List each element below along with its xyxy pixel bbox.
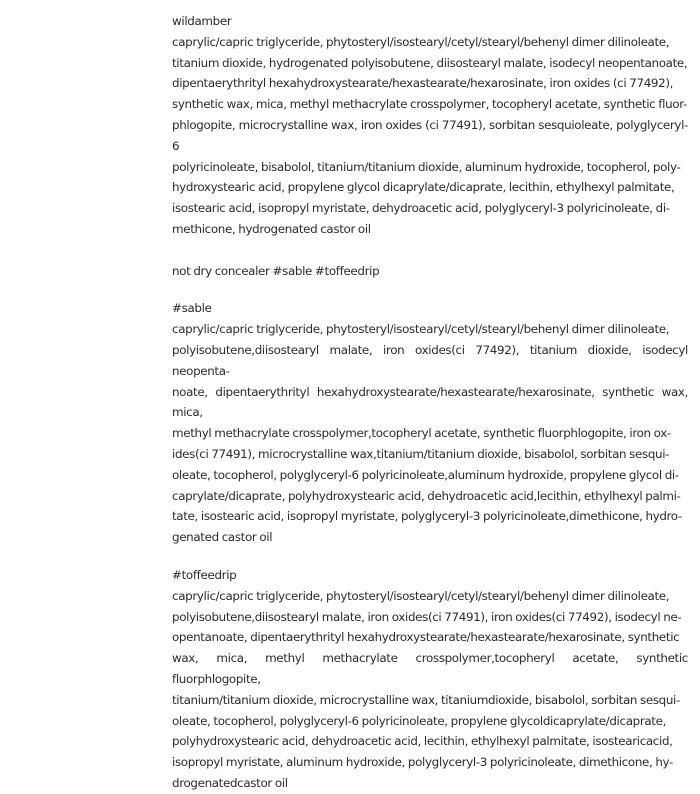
- section-sable: [172, 298, 688, 548]
- ingredients-line: caprylic/capric triglyceride, phytosteryl/isostearyl/cetyl/stearyl/behenyl dimer dilinoleate,: [172, 322, 670, 337]
- section-title: wildamber: [172, 14, 232, 28]
- ingredients-line: genated castor oil: [172, 530, 273, 545]
- ingredients-line: tate, isostearic acid, isopropyl myristate, polyglyceryl-3 polyricinoleate,dimethicone, hydro-: [172, 509, 682, 524]
- spacer: [172, 240, 688, 261]
- ingredients-line: titanium dioxide, hydrogenated polyisobutene, diisostearyl malate, isodecyl neopentanoate,: [172, 55, 688, 70]
- ingredients-line: caprylic/capric triglyceride, phytosteryl/isostearyl/cetyl/stearyl/behenyl dimer dilinoleate,: [172, 34, 670, 49]
- ingredients-line: dipentaerythrityl hexahydroxystearate/hexastearate/hexarosinate, iron oxides (ci 77492),: [172, 76, 674, 91]
- ingredients-text: [172, 32, 688, 240]
- section-wildamber: [172, 11, 688, 240]
- ingredients-line: isopropyl myristate, aluminum hydroxide, polyglyceryl-3 polyricinoleate, dimethicone, hy-: [172, 755, 673, 770]
- ingredients-line: synthetic wax, mica, methyl methacrylate crosspolymer, tocopheryl acetate, synthetic fluor-: [172, 97, 687, 112]
- ingredients-line: polyricinoleate, bisabolol, titanium/titanium dioxide, aluminum hydroxide, tocopherol, poly-: [172, 159, 681, 174]
- ingredients-line: methicone, hydrogenated castor oil: [172, 221, 371, 236]
- product-heading: not dry concealer #sable #toffeedrip: [172, 263, 380, 278]
- section-title: #sable: [172, 301, 212, 316]
- ingredients-line: polyisobutene,diisostearyl malate, iron oxides(ci 77492), titanium dioxide, isodecyl neopenta-: [172, 342, 688, 378]
- spacer: [172, 281, 688, 298]
- ingredients-text: [172, 319, 688, 548]
- ingredients-line: wax, mica, methyl methacrylate crosspolymer,tocopheryl acetate, synthetic fluorphlogopite,: [172, 651, 688, 686]
- ingredients-line: opentanoate, dipentaerythrityl hexahydroxystearate/hexastearate/hexarosinate, synthetic: [172, 630, 680, 645]
- ingredients-line: oleate, tocopherol, polyglyceryl-6 polyricinoleate, propylene glycoldicaprylate/dicaprate,: [172, 713, 667, 728]
- ingredients-line: oleate, tocopherol, polyglyceryl-6 polyricinoleate,aluminum hydroxide, propylene glycol di-: [172, 467, 679, 482]
- ingredients-text: [172, 586, 688, 794]
- ingredients-line: caprylate/dicaprate, polyhydroxystearic acid, dehydroacetic acid,lecithin, ethylhexyl palmi-: [172, 488, 681, 503]
- ingredients-line: methyl methacrylate crosspolymer,tocopheryl acetate, synthetic fluorphlogopite, iron ox-: [172, 426, 671, 441]
- ingredients-line: noate, dipentaerythrityl hexahydroxystearate/hexastearate/hexarosinate, synthetic wax, mica,: [172, 384, 688, 420]
- ingredients-line: caprylic/capric triglyceride, phytosteryl/isostearyl/cetyl/stearyl/behenyl dimer dilinoleate,: [172, 588, 670, 603]
- ingredients-line: titanium/titanium dioxide, microcrystalline wax, titaniumdioxide, bisabolol, sorbitan sesqui-: [172, 692, 680, 707]
- section-toffeedrip: [172, 565, 688, 794]
- ingredients-line: polyhydroxystearic acid, dehydroacetic acid, lecithin, ethylhexyl palmitate, isostearicacid,: [172, 734, 673, 749]
- ingredients-line: polyisobutene,diisostearyl malate, iron oxides(ci 77491), iron oxides(ci 77492), isodecyl ne-: [172, 609, 682, 624]
- spacer: [172, 548, 688, 565]
- ingredients-line: isostearic acid, isopropyl myristate, dehydroacetic acid, polyglyceryl-3 polyricinoleate, di-: [172, 201, 670, 216]
- ingredients-line: drogenatedcastor oil: [172, 775, 288, 790]
- ingredients-line: hydroxystearic acid, propylene glycol dicaprylate/dicaprate, lecithin, ethylhexyl palmitate,: [172, 180, 675, 195]
- ingredients-line: ides(ci 77491), microcrystalline wax,titanium/titanium dioxide, bisabolol, sorbitan sesqui-: [172, 446, 670, 461]
- section-product-heading: [172, 261, 688, 282]
- section-title: #toffeedrip: [172, 567, 237, 582]
- ingredients-document: [172, 11, 688, 794]
- ingredients-line: phlogopite, microcrystalline wax, iron oxides (ci 77491), sorbitan sesquioleate, polyglyceryl-6: [172, 117, 688, 153]
